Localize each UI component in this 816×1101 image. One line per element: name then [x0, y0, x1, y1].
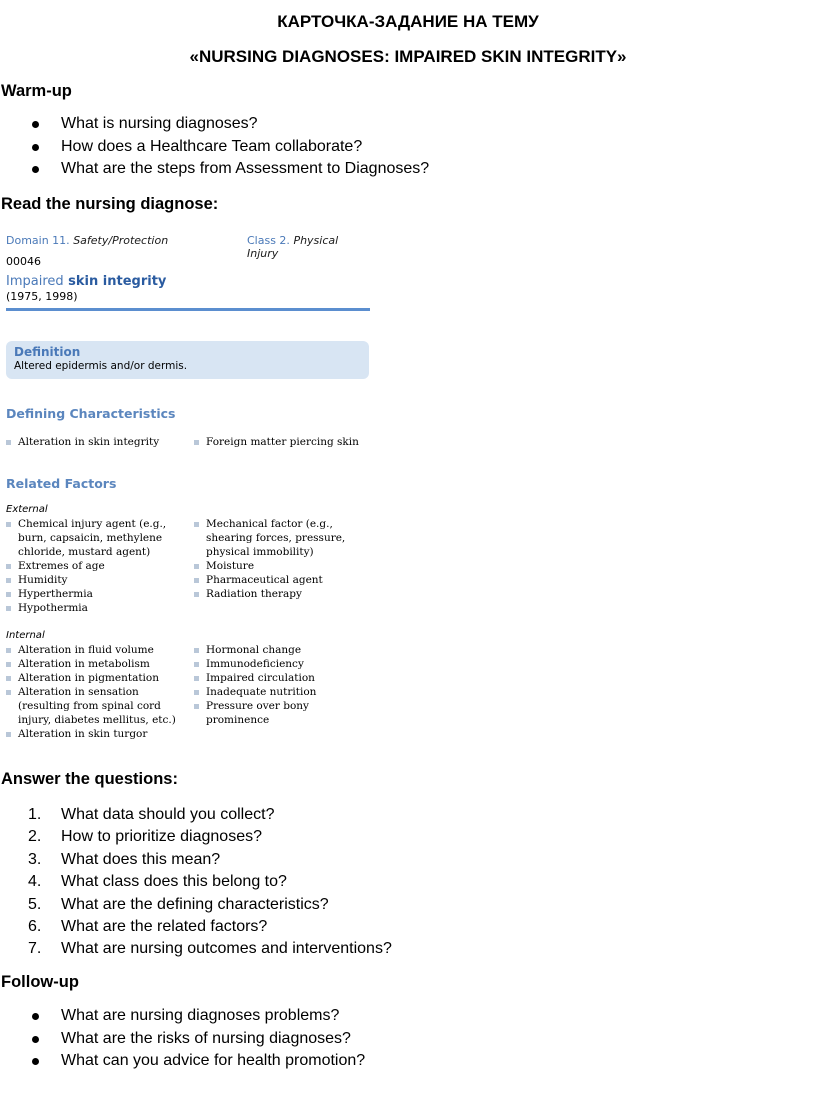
definition-label: Definition — [14, 345, 81, 359]
external-left-list — [6, 517, 182, 615]
external-label: External — [6, 504, 48, 515]
defining-left-list — [6, 435, 186, 449]
list-item: What are the steps from Assessment to Diagnoses? — [30, 158, 429, 181]
divider — [6, 308, 370, 311]
diagnosis-name — [6, 274, 166, 289]
list-item: 3. What does this mean? — [28, 850, 221, 868]
list-item: Moisture — [194, 559, 366, 573]
diagnosis-name-dark: skin integrity — [68, 274, 167, 289]
list-item: Mechanical factor (e.g., shearing forces, pressure, physical immobility) — [194, 517, 366, 559]
definition-box — [6, 341, 369, 379]
list-item: Radiation therapy — [194, 587, 366, 601]
list-item: 2. How to prioritize diagnoses? — [28, 828, 262, 846]
list-item: 4. What class does this belong to? — [28, 873, 287, 891]
domain-value: Safety/Protection — [73, 234, 169, 247]
list-item: Impaired circulation — [194, 671, 344, 685]
list-item: What are the risks of nursing diagnoses? — [30, 1028, 365, 1051]
class-value: Physical Injury — [247, 234, 339, 260]
list-item: Alteration in pigmentation — [6, 671, 182, 685]
definition-text: Altered epidermis and/or dermis. — [14, 360, 188, 372]
list-item: Humidity — [6, 573, 182, 587]
followup-heading: Follow-up — [1, 973, 79, 991]
diagnosis-years: (1975, 1998) — [6, 290, 78, 303]
related-factors-heading: Related Factors — [6, 476, 117, 491]
list-item: Hypothermia — [6, 601, 182, 615]
list-item: Alteration in metabolism — [6, 657, 182, 671]
list-item: Alteration in sensation (resulting from spinal cord injury, diabetes mellitus, etc.) — [6, 685, 182, 727]
list-item: 5. What are the defining characteristics? — [28, 895, 329, 913]
list-item: How does a Healthcare Team collaborate? — [30, 136, 429, 159]
followup-list — [30, 1005, 365, 1073]
list-item: What are nursing diagnoses problems? — [30, 1005, 365, 1028]
list-item: 7. What are nursing outcomes and interventions? — [28, 940, 392, 958]
list-item: Foreign matter piercing skin — [194, 435, 370, 449]
list-item: Immunodeficiency — [194, 657, 344, 671]
internal-label: Internal — [6, 630, 45, 641]
defining-characteristics-heading: Defining Characteristics — [6, 406, 176, 421]
page-subtitle: «NURSING DIAGNOSES: IMPAIRED SKIN INTEGRITY» — [189, 47, 627, 66]
list-item: Alteration in skin turgor — [6, 727, 182, 741]
list-item: What is nursing diagnoses? — [30, 113, 429, 136]
list-item: 6. What are the related factors? — [28, 917, 268, 935]
list-item: Pressure over bony prominence — [194, 699, 344, 727]
external-right-list — [194, 517, 366, 601]
read-heading: Read the nursing diagnose: — [1, 195, 219, 213]
internal-left-list — [6, 643, 182, 741]
page-title: КАРТОЧКА-ЗАДАНИЕ НА ТЕМУ — [277, 12, 539, 31]
nursing-diagnosis-card — [6, 228, 370, 748]
list-item: What can you advice for health promotion? — [30, 1050, 365, 1073]
list-item: Alteration in fluid volume — [6, 643, 182, 657]
diagnosis-name-light: Impaired — [6, 274, 64, 289]
list-item: 1. What data should you collect? — [28, 806, 275, 823]
defining-right-list — [194, 435, 370, 449]
list-item: Hyperthermia — [6, 587, 182, 601]
list-item: Chemical injury agent (e.g., burn, capsaicin, methylene chloride, mustard agent) — [6, 517, 182, 559]
answer-list — [28, 804, 392, 961]
class-label: Class 2. — [247, 234, 290, 247]
list-item: Alteration in skin integrity — [6, 435, 186, 449]
warmup-heading: Warm-up — [1, 82, 72, 100]
diagnosis-code: 00046 — [6, 255, 41, 268]
answer-heading: Answer the questions: — [1, 770, 178, 788]
list-item: Extremes of age — [6, 559, 182, 573]
list-item: Pharmaceutical agent — [194, 573, 366, 587]
list-item: Inadequate nutrition — [194, 685, 344, 699]
list-item: Hormonal change — [194, 643, 344, 657]
domain-label: Domain 11. — [6, 234, 70, 247]
warmup-list — [30, 113, 429, 181]
internal-right-list — [194, 643, 344, 727]
